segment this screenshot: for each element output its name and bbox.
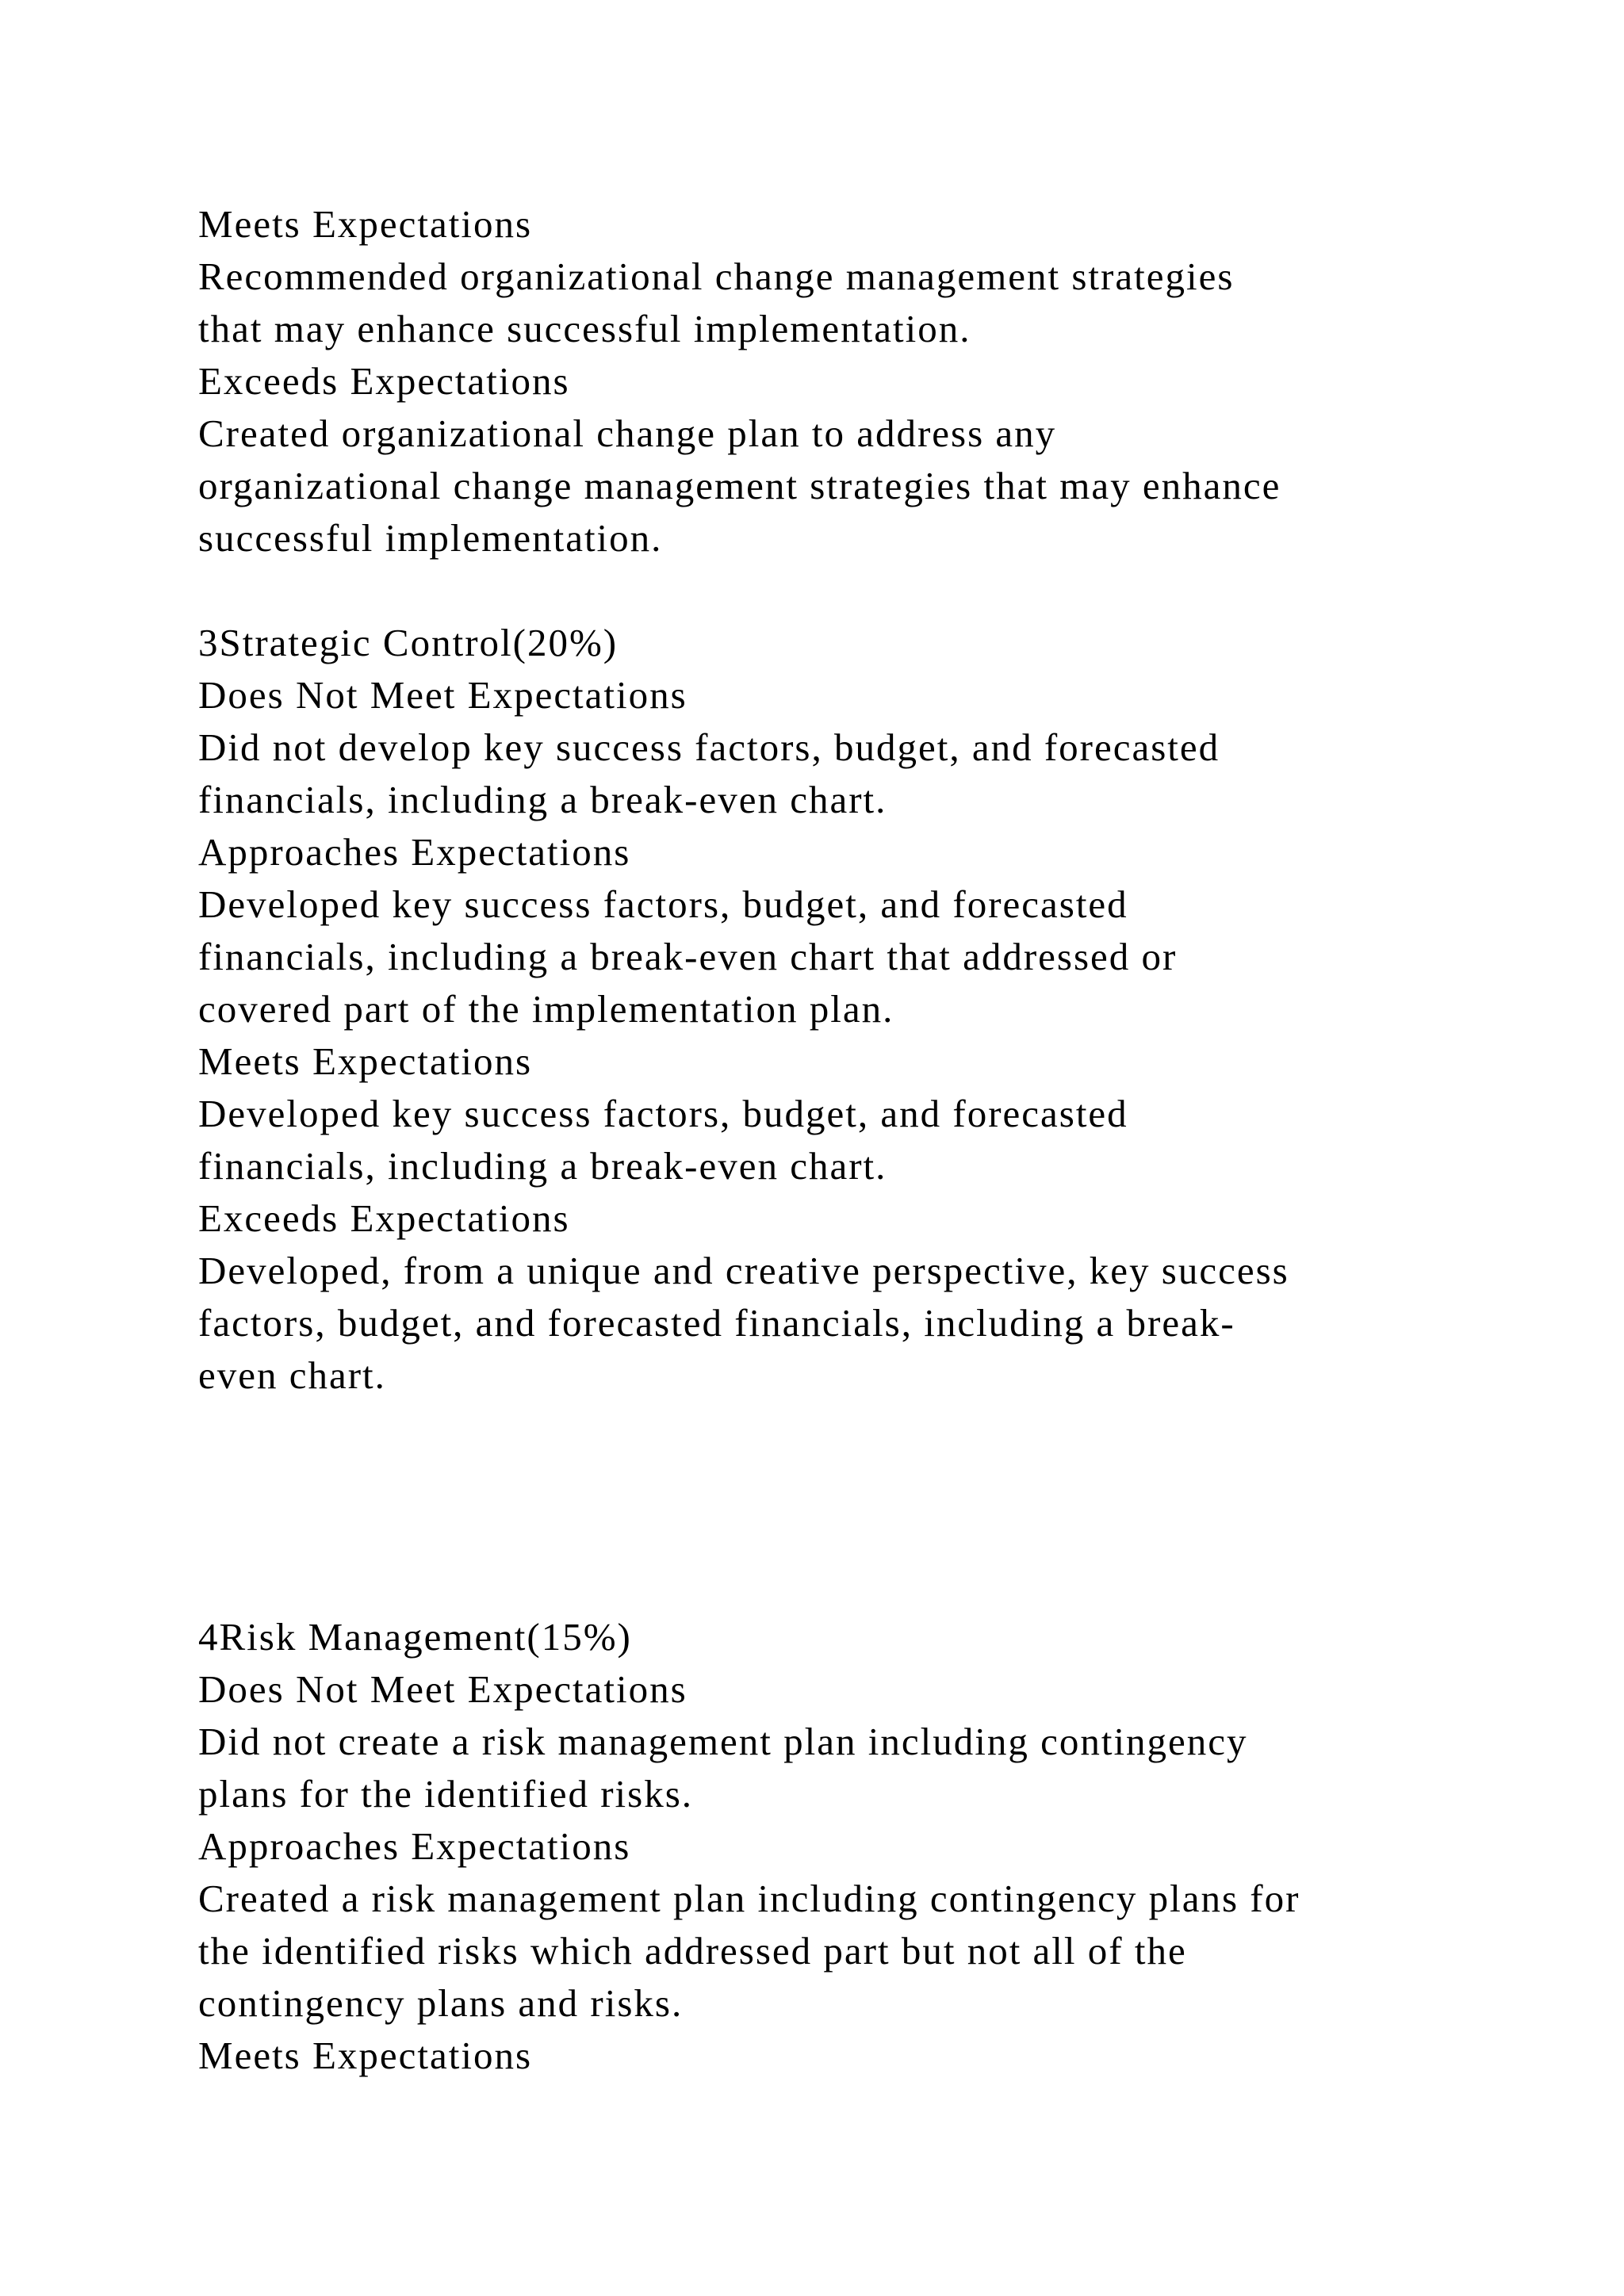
rating-description-line: contingency plans and risks.: [198, 1981, 684, 2025]
rating-heading-meets: Meets Expectations: [198, 202, 533, 246]
rating-description-line: organizational change management strategies that may enhance: [198, 464, 1281, 507]
section-title-strategic-control: 3Strategic Control(20%): [198, 621, 619, 664]
rating-description-line: Developed, from a unique and creative perspective, key success: [198, 1249, 1289, 1292]
rating-heading-does-not-meet: Does Not Meet Expectations: [198, 1667, 688, 1711]
rating-description-line: that may enhance successful implementation.: [198, 307, 971, 350]
rating-description-line: Created a risk management plan including contingency plans for: [198, 1877, 1300, 1920]
rating-heading-meets: Meets Expectations: [198, 1039, 533, 1083]
rating-description-line: factors, budget, and forecasted financials, including a break-: [198, 1301, 1235, 1345]
rating-heading-does-not-meet: Does Not Meet Expectations: [198, 673, 688, 717]
rating-heading-exceeds: Exceeds Expectations: [198, 359, 570, 403]
rating-heading-exceeds: Exceeds Expectations: [198, 1196, 570, 1240]
rating-description-line: Recommended organizational change management strategies: [198, 254, 1235, 298]
rating-heading-approaches: Approaches Expectations: [198, 830, 631, 874]
rating-description-line: Developed key success factors, budget, and forecasted: [198, 882, 1128, 926]
rating-description-line: Developed key success factors, budget, and forecasted: [198, 1092, 1128, 1135]
rating-description-line: Did not create a risk management plan including contingency: [198, 1720, 1248, 1763]
rating-description-line: successful implementation.: [198, 516, 663, 560]
rating-description-line: Created organizational change plan to address any: [198, 411, 1057, 455]
rating-description-line: the identified risks which addressed part but not all of the: [198, 1929, 1187, 1973]
rating-heading-approaches: Approaches Expectations: [198, 1824, 631, 1868]
rating-description-line: financials, including a break-even chart that addressed or: [198, 935, 1178, 978]
rating-description-line: financials, including a break-even chart.: [198, 1144, 887, 1188]
rating-description-line: Did not develop key success factors, budget, and forecasted: [198, 725, 1220, 769]
rating-description-line: plans for the identified risks.: [198, 1772, 694, 1816]
section-gap: [198, 1402, 1483, 1611]
rating-heading-meets: Meets Expectations: [198, 2034, 533, 2077]
rating-description-line: covered part of the implementation plan.: [198, 987, 894, 1031]
section-title-risk-management: 4Risk Management(15%): [198, 1615, 632, 1659]
paragraph-gap: [198, 564, 1483, 617]
document-body: [198, 198, 1483, 2082]
rating-description-line: even chart.: [198, 1353, 386, 1397]
rating-description-line: financials, including a break-even chart.: [198, 778, 887, 821]
